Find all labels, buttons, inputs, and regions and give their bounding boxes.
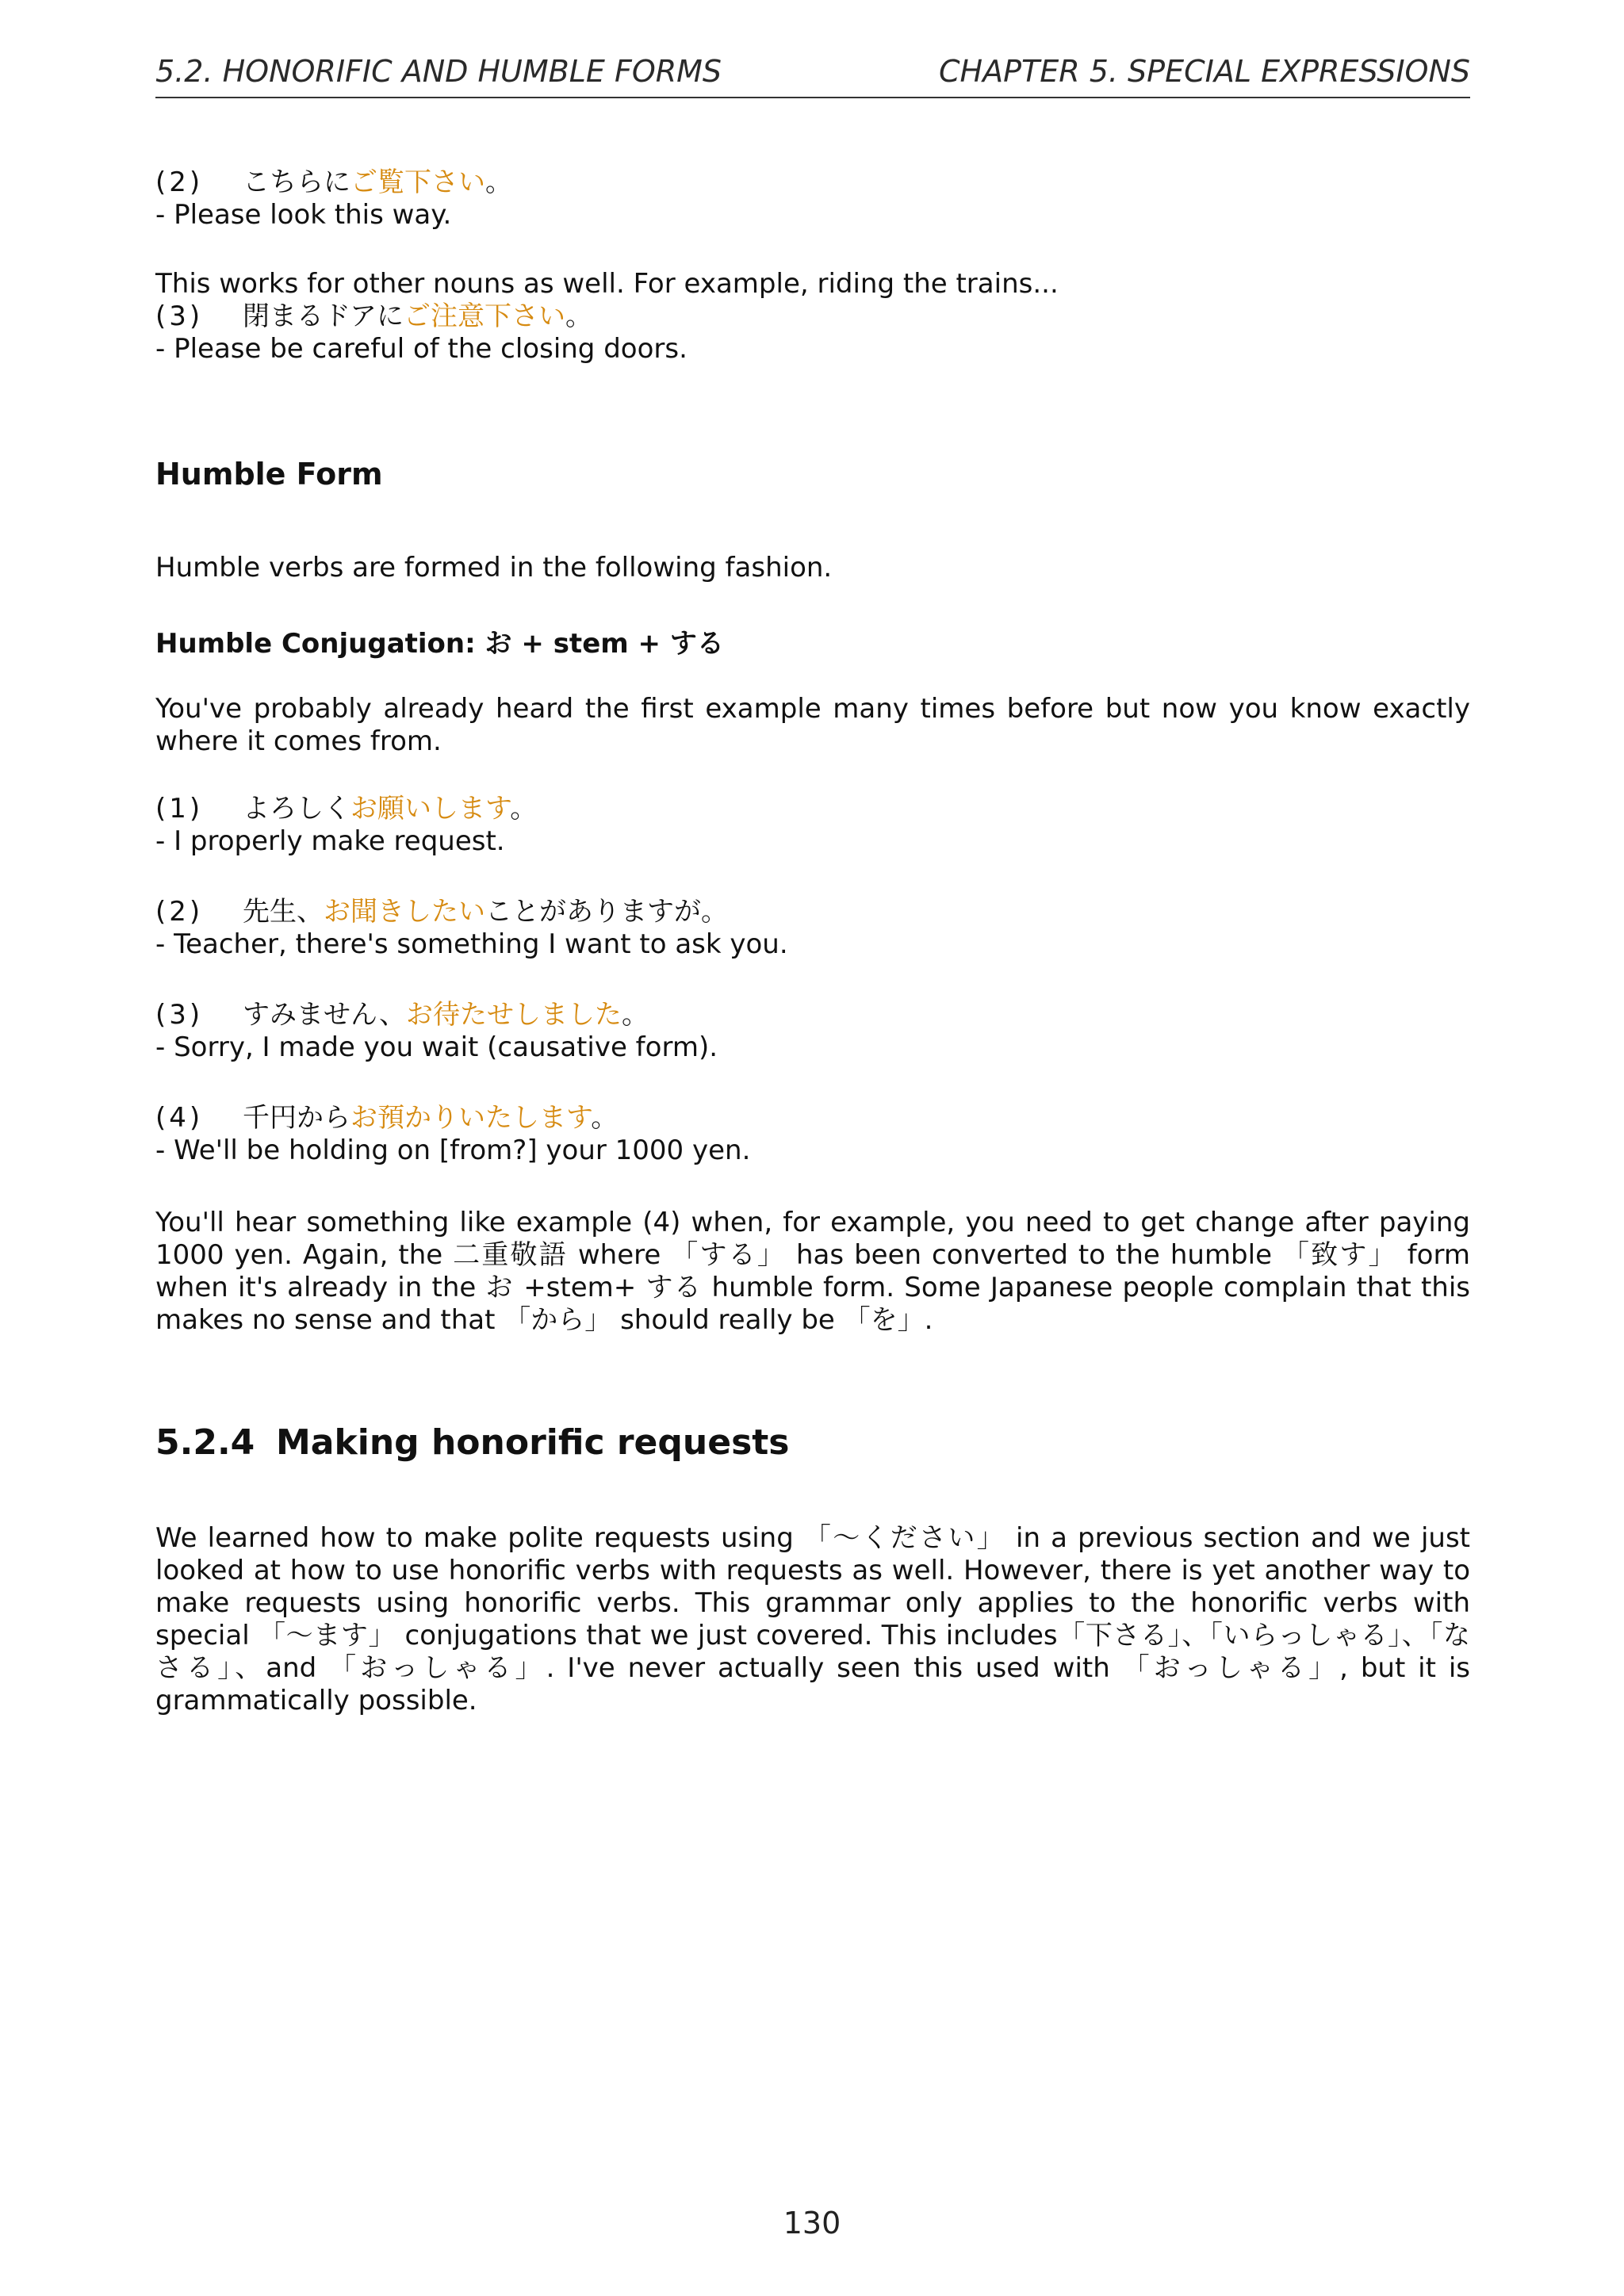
example-post: 。	[622, 999, 649, 1031]
header-chapter-title: CHAPTER 5. SPECIAL EXPRESSIONS	[938, 54, 1470, 89]
humble-conjugation-rule: Humble Conjugation: お + stem + する	[155, 628, 724, 660]
example-post: 。	[485, 166, 512, 198]
example-post: 。	[565, 300, 592, 332]
example-translation: - I properly make request.	[155, 825, 505, 857]
example-sentence	[155, 300, 1470, 333]
example-block	[155, 166, 1470, 232]
example-translation: - We'll be holding on [from?] your 1000 yen.	[155, 1135, 751, 1166]
example-number: (2)	[155, 166, 204, 198]
example-highlight: ご覧下さい	[350, 166, 485, 198]
example-translation: - Sorry, I made you wait (causative form).	[155, 1031, 718, 1063]
example-sentence	[155, 166, 1470, 199]
example-sentence	[155, 896, 1470, 928]
example-highlight: お待たせしました	[406, 999, 622, 1031]
example-number: (3)	[155, 300, 204, 332]
example-block	[155, 793, 1470, 858]
example-post: 。	[591, 1102, 619, 1134]
example-number: (2)	[155, 896, 204, 928]
example-translation: - Teacher, there's something I want to ask you.	[155, 928, 788, 960]
humble-lead-paragraph: You've probably already heard the first example many times before but now you know exactly where it comes from.	[155, 693, 1470, 757]
example-pre: こちらに	[243, 166, 350, 198]
running-header	[155, 49, 1470, 98]
humble-form-heading: Humble Form	[155, 457, 383, 492]
example-block	[155, 999, 1470, 1064]
example-post: ことがありますが。	[485, 896, 728, 928]
section-heading	[155, 1422, 1470, 1463]
example-number: (4)	[155, 1102, 204, 1134]
example-highlight: お聞きしたい	[324, 896, 485, 928]
humble-closing-paragraph: You'll hear something like example (4) when, for example, you need to get change after paying 1000 yen. Again, the 二重敬語 where 「する」 has been converted to the humble 「致す」 form when it's already in the お +stem+ する humble form. Some Japanese people complain that this makes no sense and that 「から」 should really be 「を」.	[155, 1207, 1470, 1336]
example-pre: 千円から	[243, 1102, 350, 1134]
humble-heading-block	[155, 457, 1470, 492]
section-heading-block	[155, 1422, 1470, 1463]
example-pre: よろしく	[243, 793, 350, 825]
section-paragraph: We learned how to make polite requests using 「〜ください」 in a previous section and we just looked at how to use honorific verbs with requests as well. However, there is yet another way to make requests using honorific verbs. This grammar only applies to the honorific verbs with special 「〜ます」 conjugations that we just covered. This includes「下さる」、「いらっしゃる」、「なさる」、and 「おっしゃる」. I've never actually seen this used with 「おっしゃる」, but it is grammatically possible.	[155, 1522, 1470, 1716]
nouns-block	[155, 268, 1470, 365]
section-number: 5.2.4	[155, 1422, 255, 1463]
header-section-title: 5.2. HONORIFIC AND HUMBLE FORMS	[155, 54, 722, 89]
example-translation: - Please look this way.	[155, 199, 452, 231]
example-sentence	[155, 1102, 1470, 1135]
nouns-paragraph: This works for other nouns as well. For example, riding the trains...	[155, 268, 1059, 300]
section-title: Making honorific requests	[276, 1422, 790, 1463]
example-pre: 先生、	[243, 896, 324, 928]
example-number: (1)	[155, 793, 204, 825]
example-post: 。	[510, 793, 538, 825]
example-highlight: お願いします	[350, 793, 511, 825]
example-pre: 閉まるドアに	[243, 300, 404, 332]
example-block	[155, 1102, 1470, 1167]
humble-intro: Humble verbs are formed in the following fashion.	[155, 552, 833, 584]
example-sentence	[155, 793, 1470, 825]
example-number: (3)	[155, 999, 204, 1031]
example-highlight: ご注意下さい	[403, 300, 565, 332]
example-translation: - Please be careful of the closing doors.	[155, 333, 688, 365]
example-block	[155, 896, 1470, 961]
example-pre: すみません、	[243, 999, 407, 1031]
example-highlight: お預かりいたします	[350, 1102, 592, 1134]
page-number: 130	[783, 2206, 841, 2241]
example-sentence	[155, 999, 1470, 1031]
